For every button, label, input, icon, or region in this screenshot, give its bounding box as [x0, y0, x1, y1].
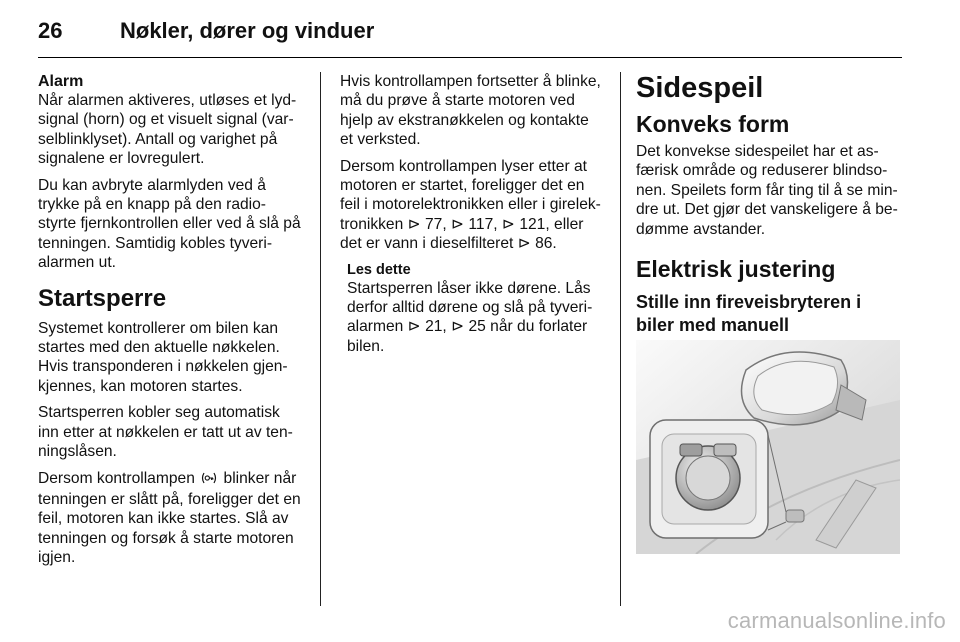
- column-2: [340, 72, 606, 356]
- note-title: Les dette: [347, 261, 411, 278]
- startsperre-paragraph-3: [38, 469, 304, 568]
- page-header: [38, 18, 374, 48]
- alarm-paragraph-1: Når alarmen aktiveres, utløses et lyd-signal (horn) og et visuelt signal (var-selblinklyset). Antall og varighet på signalene er lovregulert.: [38, 92, 297, 168]
- watermark: carmanualsonline.info: [727, 608, 946, 633]
- startsperre-paragraph-2: Startsperren kobler seg automatisk inn etter at nøkkelen er tatt ut av ten-ningslåsen.: [38, 404, 293, 461]
- col2-paragraph-1: Hvis kontrollampen fortsetter å blinke, må du prøve å starte motoren ved hjelp av ekstranøkkelen og kontakte et verksted.: [340, 73, 601, 149]
- konveks-heading: Konveks form: [636, 111, 790, 137]
- mirror-switch-illustration: [636, 340, 900, 554]
- startsperre-text-before-icon: Dersom kontrollampen: [38, 469, 200, 487]
- header-rule: [38, 57, 902, 58]
- col2-paragraph-2: Dersom kontrollampen lyser etter at motoren er startet, foreligger det en feil i motorelektronikken eller i girelek-tronikken ⊳ 77, ⊳ 117, ⊳ 121, eller det er vann i dieselfilteret ⊳ 86.: [340, 157, 601, 253]
- konveks-paragraph: Det konvekse sidespeilet har et as-færisk område og reduserer blindso-nen. Speilets form får ting til å se min-dre ut. Det gjør det vanskeligere å be-dømme avstander.: [636, 143, 898, 238]
- immobilizer-key-icon: [199, 471, 219, 490]
- startsperre-text-after-icon: blinker når tenningen er slått på, foreligger det en feil, motoren kan ikke startes. Slå av tenningen og forsøk å starte motoren igjen.: [38, 469, 301, 567]
- running-title: Nøkler, dører og vinduer: [120, 18, 375, 43]
- alarm-paragraph-2: Du kan avbryte alarmlyden ved å trykke på en knapp på den radio-styrte fjernkontrollen eller ved å slå på tenningen. Samtidig kobles tyveri-alarmen ut.: [38, 176, 301, 272]
- column-divider-1: [320, 72, 321, 606]
- column-3: [636, 72, 904, 360]
- startsperre-paragraph-1: Systemet kontrollerer om bilen kan startes med den aktuelle nøkkelen. Hvis transponderen i nøkkelen gjen-kjennes, kan motoren startes.: [38, 319, 288, 395]
- sidespeil-heading: Sidespeil: [636, 72, 764, 104]
- stille-inn-heading: Stille inn fireveisbryteren i biler med manuell: [636, 292, 862, 336]
- alarm-heading: Alarm: [38, 73, 84, 90]
- note-text: Startsperren låser ikke dørene. Lås derfor alltid dørene og slå på tyveri-alarmen ⊳ 21, ⊳ 25 når du forlater bilen.: [347, 279, 593, 355]
- startsperre-heading: Startsperre: [38, 284, 167, 312]
- elektrisk-heading: Elektrisk justering: [636, 256, 836, 283]
- page-number: 26: [38, 18, 63, 43]
- column-1: [38, 72, 304, 575]
- note-box: [340, 261, 606, 357]
- column-divider-2: [620, 72, 621, 606]
